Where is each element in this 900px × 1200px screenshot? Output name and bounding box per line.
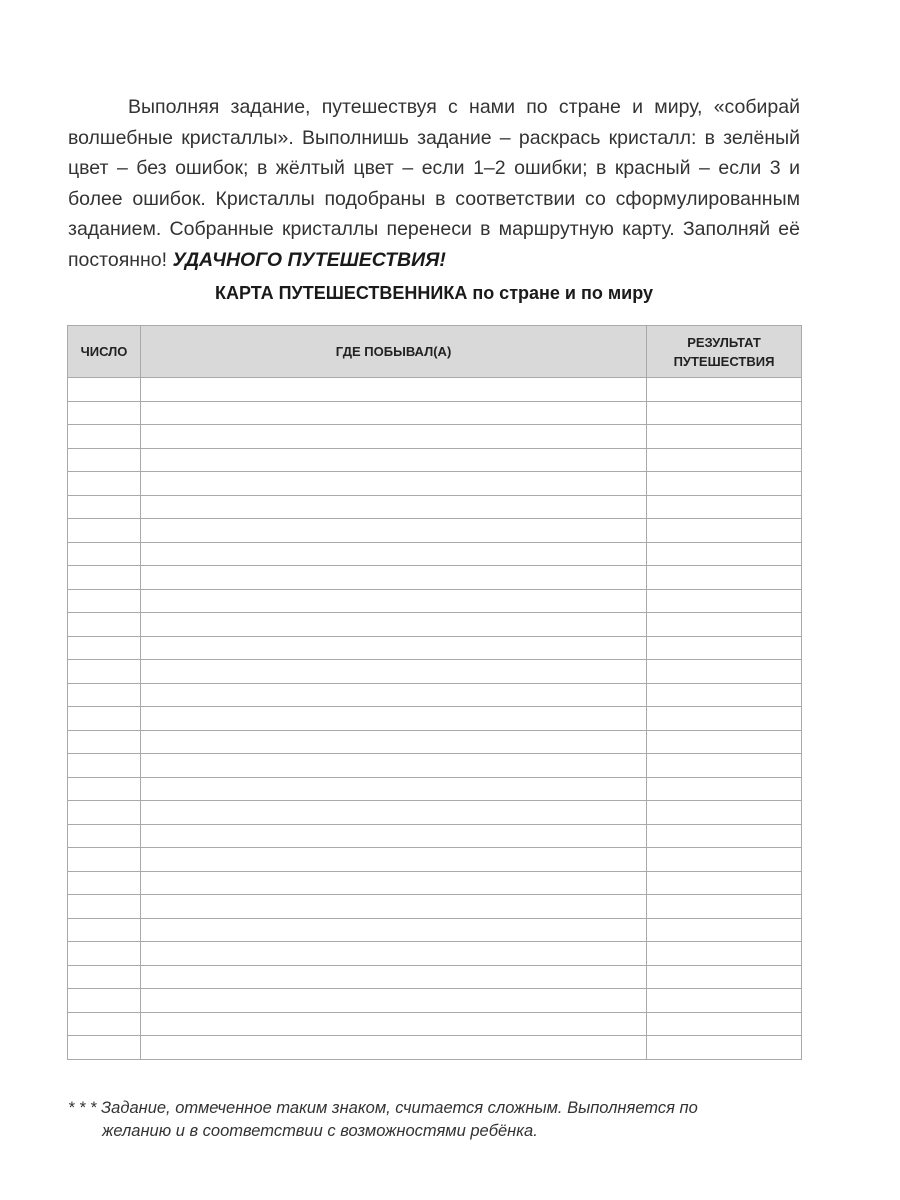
- footnote-line1: * * * Задание, отмеченное таким знаком, считается сложным. Выполняется по: [68, 1099, 698, 1117]
- date-cell: [68, 824, 141, 848]
- date-cell: [68, 1036, 141, 1060]
- date-cell: [68, 777, 141, 801]
- date-cell: [68, 754, 141, 778]
- date-cell: [68, 613, 141, 637]
- table-row: [68, 942, 802, 966]
- table-row: [68, 401, 802, 425]
- header-result: [647, 326, 802, 378]
- place-cell: [141, 777, 647, 801]
- place-cell: [141, 589, 647, 613]
- result-cell: [647, 660, 802, 684]
- result-cell: [647, 801, 802, 825]
- place-cell: [141, 895, 647, 919]
- date-cell: [68, 848, 141, 872]
- date-cell: [68, 871, 141, 895]
- result-cell: [647, 777, 802, 801]
- result-cell: [647, 566, 802, 590]
- result-cell: [647, 378, 802, 402]
- result-cell: [647, 589, 802, 613]
- date-cell: [68, 989, 141, 1013]
- table-body: [68, 378, 802, 1060]
- date-cell: [68, 519, 141, 543]
- table-row: [68, 989, 802, 1013]
- date-cell: [68, 566, 141, 590]
- place-cell: [141, 824, 647, 848]
- date-cell: [68, 660, 141, 684]
- date-cell: [68, 425, 141, 449]
- date-cell: [68, 589, 141, 613]
- table-row: [68, 754, 802, 778]
- header-date: ЧИСЛО: [68, 326, 141, 378]
- place-cell: [141, 613, 647, 637]
- table-row: [68, 636, 802, 660]
- table-row: [68, 378, 802, 402]
- result-cell: [647, 918, 802, 942]
- result-cell: [647, 730, 802, 754]
- table-row: [68, 683, 802, 707]
- table-row: [68, 801, 802, 825]
- result-cell: [647, 824, 802, 848]
- place-cell: [141, 707, 647, 731]
- place-cell: [141, 542, 647, 566]
- place-cell: [141, 566, 647, 590]
- date-cell: [68, 636, 141, 660]
- table-row: [68, 495, 802, 519]
- result-cell: [647, 707, 802, 731]
- table-row: [68, 965, 802, 989]
- result-cell: [647, 613, 802, 637]
- result-cell: [647, 519, 802, 543]
- place-cell: [141, 425, 647, 449]
- table-header-row: [68, 326, 802, 378]
- place-cell: [141, 801, 647, 825]
- table-row: [68, 566, 802, 590]
- date-cell: [68, 965, 141, 989]
- result-cell: [647, 683, 802, 707]
- table-row: [68, 1012, 802, 1036]
- date-cell: [68, 378, 141, 402]
- place-cell: [141, 1036, 647, 1060]
- date-cell: [68, 401, 141, 425]
- travel-map-table: [67, 325, 802, 1060]
- date-cell: [68, 495, 141, 519]
- date-cell: [68, 918, 141, 942]
- table-row: [68, 1036, 802, 1060]
- map-title: КАРТА ПУТЕШЕСТВЕННИКА по стране и по миру: [215, 283, 653, 303]
- result-cell: [647, 989, 802, 1013]
- date-cell: [68, 895, 141, 919]
- date-cell: [68, 707, 141, 731]
- table-row: [68, 448, 802, 472]
- place-cell: [141, 401, 647, 425]
- result-cell: [647, 472, 802, 496]
- table-row: [68, 895, 802, 919]
- result-cell: [647, 1036, 802, 1060]
- place-cell: [141, 942, 647, 966]
- place-cell: [141, 965, 647, 989]
- table-row: [68, 589, 802, 613]
- result-cell: [647, 542, 802, 566]
- result-cell: [647, 1012, 802, 1036]
- place-cell: [141, 754, 647, 778]
- date-cell: [68, 801, 141, 825]
- table-row: [68, 542, 802, 566]
- table-row: [68, 848, 802, 872]
- table-row: [68, 871, 802, 895]
- place-cell: [141, 660, 647, 684]
- table-row: [68, 472, 802, 496]
- place-cell: [141, 683, 647, 707]
- date-cell: [68, 1012, 141, 1036]
- place-cell: [141, 636, 647, 660]
- table-row: [68, 613, 802, 637]
- footnote-line2: желанию и в соответствии с возможностями ребёнка.: [102, 1122, 538, 1140]
- intro-text: Выполняя задание, путешествуя с нами по стране и миру, «собирай волшебные кристаллы». Выполнишь задание – раскрась кристалл: в зелёный цвет – без ошибок; в жёлтый цвет – если 1–2 ошибки; в красный – если 3 и более ошибок. Кристаллы подобраны в соответствии со сформулированным заданием. Собранные кристаллы перенеси в маршрутную карту. Заполняй её постоянно!: [68, 96, 800, 271]
- place-cell: [141, 918, 647, 942]
- date-cell: [68, 542, 141, 566]
- place-cell: [141, 1012, 647, 1036]
- place-cell: [141, 519, 647, 543]
- result-cell: [647, 895, 802, 919]
- result-cell: [647, 754, 802, 778]
- table-row: [68, 777, 802, 801]
- result-cell: [647, 636, 802, 660]
- result-cell: [647, 871, 802, 895]
- date-cell: [68, 683, 141, 707]
- table-row: [68, 707, 802, 731]
- result-cell: [647, 425, 802, 449]
- table-row: [68, 730, 802, 754]
- place-cell: [141, 472, 647, 496]
- date-cell: [68, 448, 141, 472]
- result-cell: [647, 942, 802, 966]
- result-cell: [647, 495, 802, 519]
- place-cell: [141, 848, 647, 872]
- place-cell: [141, 989, 647, 1013]
- place-cell: [141, 730, 647, 754]
- place-cell: [141, 378, 647, 402]
- result-cell: [647, 965, 802, 989]
- header-place: ГДЕ ПОБЫВАЛ(А): [141, 326, 647, 378]
- result-cell: [647, 401, 802, 425]
- table-row: [68, 519, 802, 543]
- place-cell: [141, 448, 647, 472]
- result-cell: [647, 848, 802, 872]
- footnote: [68, 1097, 808, 1143]
- place-cell: [141, 871, 647, 895]
- date-cell: [68, 730, 141, 754]
- date-cell: [68, 472, 141, 496]
- date-cell: [68, 942, 141, 966]
- table-row: [68, 824, 802, 848]
- table-row: [68, 918, 802, 942]
- result-cell: [647, 448, 802, 472]
- intro-emphasis: УДАЧНОГО ПУТЕШЕСТВИЯ!: [172, 248, 446, 271]
- intro-paragraph: [68, 92, 800, 275]
- header-result-line1: РЕЗУЛЬТАТ: [687, 334, 761, 350]
- table-row: [68, 660, 802, 684]
- place-cell: [141, 495, 647, 519]
- header-result-line2: ПУТЕШЕСТВИЯ: [673, 353, 775, 369]
- table-row: [68, 425, 802, 449]
